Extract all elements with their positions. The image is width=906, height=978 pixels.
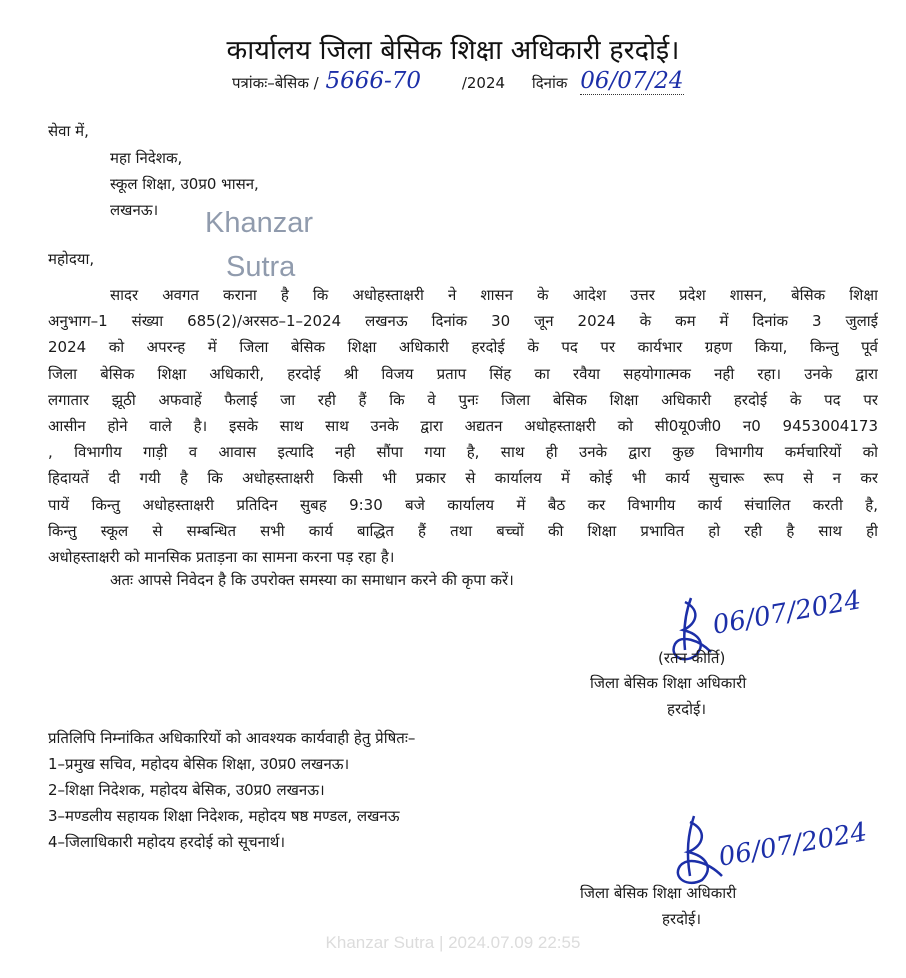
- address-line-3: लखनऊ।: [110, 201, 159, 219]
- greeting: महोदया,: [48, 250, 95, 268]
- signatory-designation-2: जिला बेसिक शिक्षा अधिकारी: [580, 884, 737, 902]
- watermark-word-1: Khanzar: [205, 207, 314, 239]
- date-label: दिनांक: [531, 74, 568, 92]
- signatory-place-2: हरदोई।: [662, 910, 702, 928]
- body-paragraph: [48, 282, 878, 570]
- body-line: 2024 को अपरन्ह में जिला बेसिक शिक्षा अधिकारी हरदोई के पद पर कार्यभार ग्रहण किया, किन्तु पूर्व: [48, 338, 878, 357]
- body-line: आसीन होने वाले है। इसके साथ साथ उनके द्वारा अद्यतन अधोहस्ताक्षरी को सी0यू0जी0 न0 9453004173: [48, 416, 878, 435]
- reference-line: [232, 68, 684, 95]
- body-line: हिदायतें दी गयी है कि अधोहस्ताक्षरी किसी भी प्रकार से कार्यालय में कोई भी कार्य सुचारू रूप से न कर: [48, 469, 878, 488]
- salutation-to: सेवा में,: [48, 122, 89, 140]
- body-line: अनुभाग–1 संख्या 685(2)/अरसठ–1–2024 लखनऊ दिनांक 30 जून 2024 के कम में दिनांक 3 जुलाई: [48, 312, 878, 331]
- signature-date-2: 06/07/2024: [716, 817, 870, 873]
- copy-item: 3–मण्डलीय सहायक शिक्षा निदेशक, महोदय षष्ठ मण्डल, लखनऊ: [48, 807, 400, 825]
- address-line-1: महा निदेशक,: [110, 149, 183, 167]
- ref-number: 5666-70: [325, 68, 422, 94]
- address-line-2: स्कूल शिक्षा, उ0प्र0 भासन,: [110, 175, 259, 193]
- body-line: पायें किन्तु अधोहस्ताक्षरी प्रतिदिन सुबह 9:30 बजे कार्यालय में बैठ कर विभागीय कार्य संचालित करती है,: [48, 495, 878, 514]
- body-line: जिला बेसिक शिक्षा अधिकारी, हरदोई श्री विजय प्रताप सिंह का रवैया सहयोगात्मक नही रहा। उनके द्वारा: [48, 364, 878, 383]
- signatory-designation-1: जिला बेसिक शिक्षा अधिकारी: [590, 674, 747, 692]
- date-value: 06/07/24: [580, 68, 684, 94]
- signature-date-1: 06/07/2024: [710, 585, 864, 641]
- watermark-word-2: Sutra: [226, 251, 296, 283]
- copy-heading: प्रतिलिपि निम्नांकित अधिकारियों को आवश्यक कार्यवाही हेतु प्रेषितः–: [48, 729, 416, 747]
- body-line: लगातार झूठी अफवाहें फैलाई जा रही हैं कि वे पुनः जिला बेसिक शिक्षा अधिकारी हरदोई के पद पर: [48, 390, 878, 409]
- copy-item: 2–शिक्षा निदेशक, महोदय बेसिक, उ0प्र0 लखनऊ।: [48, 781, 325, 799]
- body-line: , विभागीय गाड़ी व आवास इत्यादि नही सौंपा गया है, साथ ही उनके द्वारा कुछ विभागीय कर्मचारियों को: [48, 443, 878, 462]
- body-line: सादर अवगत कराना है कि अधोहस्ताक्षरी ने शासन के आदेश उत्तर प्रदेश शासन, बेसिक शिक्षा: [110, 286, 878, 304]
- copy-item: 1–प्रमुख सचिव, महोदय बेसिक शिक्षा, उ0प्र0 लखनऊ।: [48, 755, 350, 773]
- copy-item: 4–जिलाधिकारी महोदय हरदोई को सूचनार्थ।: [48, 833, 286, 851]
- date-field: [580, 68, 683, 95]
- signatory-place-1: हरदोई।: [667, 700, 707, 718]
- ref-prefix: पत्रांकः–बेसिक /: [232, 74, 319, 92]
- office-title: कार्यालय जिला बेसिक शिक्षा अधिकारी हरदोई।: [226, 35, 680, 66]
- body-line: अधोहस्ताक्षरी को मानसिक प्रताड़ना का सामना करना पड़ रहा है।: [48, 547, 395, 566]
- body-line: किन्तु स्कूल से सम्बन्धित सभी कार्य बाद्धित हैं तथा बच्चों की शिक्षा प्रभावित हो रही है साथ ही: [48, 521, 878, 540]
- ref-year: /2024: [461, 74, 506, 92]
- footer-watermark: Khanzar Sutra | 2024.07.09 22:55: [325, 933, 581, 952]
- request-line: अतः आपसे निवेदन है कि उपरोक्त समस्या का समाधान करने की कृपा करें।: [110, 571, 514, 589]
- signatory-name: (रतन कीर्ति): [658, 649, 726, 667]
